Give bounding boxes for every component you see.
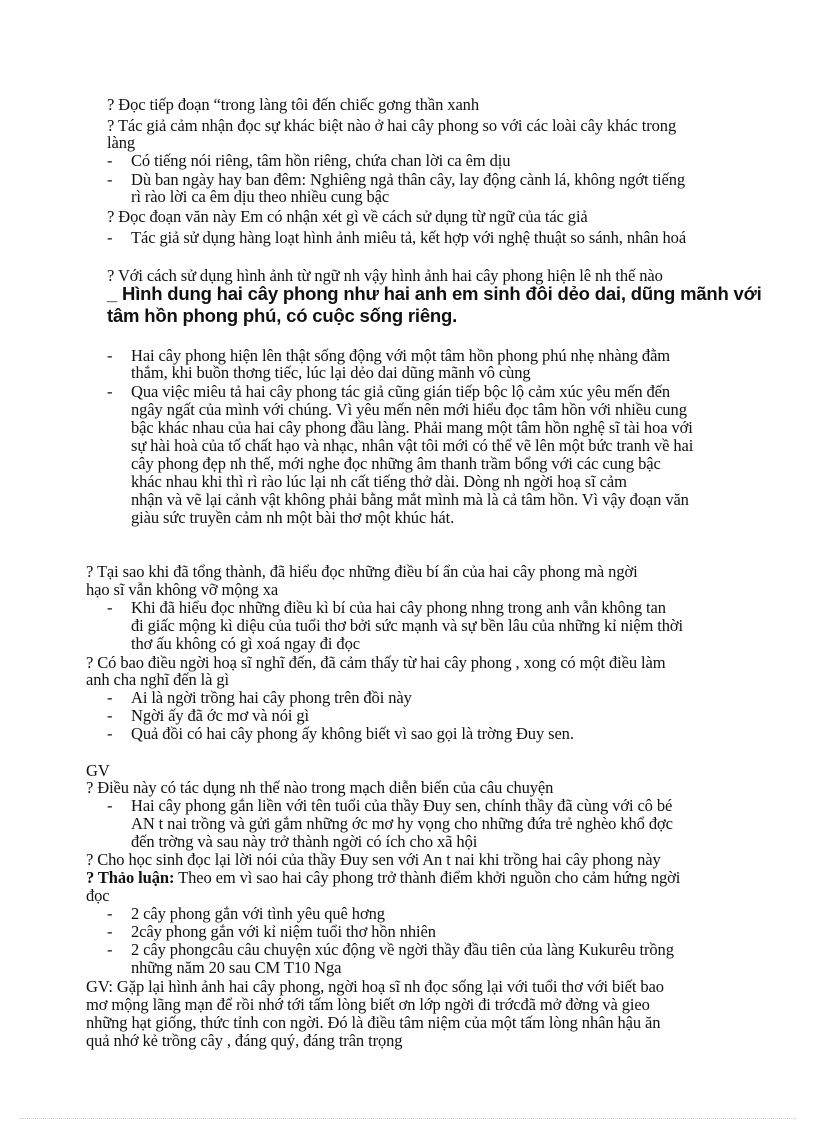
bullet-text: 2 cây phongcâu câu chuyện xúc động về ngời thầy đầu tiên của làng Kukurêu trồng	[131, 940, 674, 959]
bullet-dash: -	[107, 170, 113, 189]
question-painter-thoughts-cont: anh cha nghĩ đến là gì	[86, 670, 230, 689]
bullet-text: 2cây phong gắn với kỉ niệm tuổi thơ hồn nhiên	[131, 922, 436, 941]
bullet-dash: -	[107, 940, 113, 959]
question-word-usage: ? Đọc đoạn văn này Em có nhận xét gì về cách sử dụng từ ngữ của tác giả	[107, 207, 588, 226]
bullet-dash: -	[107, 922, 113, 941]
discussion-label: ? Thảo luận:	[86, 868, 175, 887]
bullet-text-cont: những năm 20 sau CM T10 Nga	[131, 958, 342, 977]
gv-conclusion-cont: mơ mộng lãng mạn để rồi nhớ tới tấm lòng biết ơn lớp ngời đi trớcđã mở đờng và gieo	[86, 995, 650, 1014]
question-read-next: ? Đọc tiếp đoạn “trong làng tôi đến chiếc gơng thần xanh	[107, 95, 479, 114]
bullet-text: Khi đã hiểu đọc những điều kì bí của hai cây phong nhng trong anh vẫn không tan	[131, 598, 666, 617]
instruction-read-aloud: ? Cho học sinh đọc lại lời nói của thầy Đuy sen với An t nai khi trồng hai cây phong này	[86, 850, 661, 869]
bullet-text-cont: thơ ấu không có gì xoá ngay đi đọc	[131, 634, 360, 653]
bullet-text-cont: bậc khác nhau của hai cây phong đầu làng. Phải mang một tâm hồn nghệ sĩ tài hoa với	[131, 418, 693, 437]
bullet-dash: -	[107, 904, 113, 923]
bullet-text-cont: sự hài hoà của tố chất hạo và nhạc, nhân vật tôi mới có thể vẽ lên một bức tranh về hai	[131, 436, 694, 455]
bullet-dash: -	[107, 598, 113, 617]
bullet-text-cont: giàu sức truyền cảm nh một bài thơ một khúc hát.	[131, 508, 455, 527]
bullet-text: Có tiếng nói riêng, tâm hồn riêng, chứa chan lời ca êm dịu	[131, 151, 511, 170]
bullet-text: Quả đồi có hai cây phong ấy không biết vì sao gọi là trờng Đuy sen.	[131, 724, 574, 743]
question-image-appearance: ? Với cách sử dụng hình ảnh từ ngữ nh vậy hình ảnh hai cây phong hiện lê nh thế nào	[107, 266, 663, 285]
bullet-dash: -	[107, 151, 113, 170]
discussion-line	[86, 869, 680, 886]
gv-label: GV	[86, 761, 110, 780]
bullet-dash: -	[107, 382, 113, 401]
bullet-dash: -	[107, 688, 113, 707]
gv-conclusion-cont: quả nhớ kẻ trồng cây , đáng quý, đáng trân trọng	[86, 1031, 403, 1050]
discussion-cont: đọc	[86, 886, 110, 905]
page-bottom-rule	[20, 1118, 796, 1119]
question-effect: ? Điều này có tác dụng nh thế nào trong mạch diễn biến của câu chuyện	[86, 778, 554, 797]
question-why-not-disillusioned: ? Tại sao khi đã tổng thành, đã hiểu đọc những điều bí ẩn của hai cây phong mà ngời	[86, 562, 638, 581]
bullet-dash: -	[107, 796, 113, 815]
bullet-text: 2 cây phong gắn với tình yêu quê hơng	[131, 904, 385, 923]
question-painter-thoughts: ? Có bao điều ngời hoạ sĩ nghĩ đến, đã cảm thấy từ hai cây phong , xong có một điều làm	[86, 653, 666, 672]
bullet-text: Ngời ấy đã ớc mơ và nói gì	[131, 706, 309, 725]
bullet-text: Tác giả sử dụng hàng loạt hình ảnh miêu tả, kết hợp với nghệ thuật so sánh, nhân hoá	[131, 228, 687, 247]
bullet-text: Qua việc miêu tả hai cây phong tác giả cũng gián tiếp bộc lộ cảm xúc yêu mến đến	[131, 382, 671, 401]
bullet-dash: -	[107, 228, 113, 247]
bullet-text-cont: thắm, khi buồn thơng tiếc, lúc lại dẻo dai dũng mãnh vô cùng	[131, 363, 531, 382]
bullet-dash: -	[107, 346, 113, 365]
bullet-text-cont: AN t nai trồng và gửi gắm những ớc mơ hy vọng cho những đứa trẻ nghèo khổ đợc	[131, 814, 673, 833]
bullet-text: Hai cây phong hiện lên thật sống động với một tâm hồn phong phú nhẹ nhàng đằm	[131, 346, 671, 365]
bold-answer-line: tâm hồn phong phú, có cuộc sống riêng.	[107, 305, 458, 326]
bullet-dash: -	[107, 724, 113, 743]
question-why-not-disillusioned-cont: hạo sĩ vẫn không vỡ mộng xa	[86, 580, 279, 599]
bullet-text-cont: đến trờng và sau này trở thành ngời có ích cho xã hội	[131, 832, 478, 851]
bullet-text: Dù ban ngày hay ban đêm: Nghiêng ngả thân cây, lay động cành lá, không ngớt tiếng	[131, 170, 685, 189]
bullet-text-cont: nhận và vẽ lại cảnh vật không phải bằng mắt mình mà là cả tâm hồn. Vì vậy đoạn văn	[131, 490, 689, 509]
bullet-text: Hai cây phong gắn liền với tên tuổi của thầy Đuy sen, chính thầy đã cùng với cô bé	[131, 796, 673, 815]
question-author-perception: ? Tác giả cảm nhận đọc sự khác biệt nào ở hai cây phong so với các loài cây khác trong	[107, 116, 677, 135]
bullet-text: Ai là ngời trồng hai cây phong trên đồi này	[131, 688, 412, 707]
bullet-text-cont: đi giấc mộng kì diệu của tuổi thơ bởi sức mạnh và sự bền lâu của những kỉ niệm thời	[131, 616, 683, 635]
bullet-text-cont: cây phong đẹp nh thế, mới nghe đọc những âm thanh trầm bổng với các cung bậc	[131, 454, 661, 473]
gv-conclusion-cont: những hạt giống, thức tỉnh con ngời. Đó là điều tâm niệm của một tấm lòng nhân hậu ăn	[86, 1013, 661, 1032]
bullet-text-cont: khác nhau khi thì rì rào lúc lại nh cất tiếng thở dài. Dòng nh ngời hoạ sĩ cảm	[131, 472, 627, 491]
bullet-text-cont: ngây ngất của mình với chúng. Vì yêu mến nên mới hiểu đọc tâm hồn với nhiều cung	[131, 400, 687, 419]
gv-conclusion: GV: Gặp lại hình ảnh hai cây phong, ngời hoạ sĩ nh đọc sống lại với tuổi thơ với biết bao	[86, 977, 664, 996]
discussion-text: Theo em vì sao hai cây phong trở thành điểm khởi nguồn cho cảm hứng ngời	[174, 868, 681, 887]
bullet-dash: -	[107, 706, 113, 725]
bullet-text-cont: rì rào lời ca êm dịu theo nhiều cung bậc	[131, 187, 390, 206]
question-author-perception-cont: làng	[107, 133, 136, 152]
bold-answer-line: _ Hình dung hai cây phong như hai anh em sinh đôi dẻo dai, dũng mãnh với	[107, 283, 762, 304]
